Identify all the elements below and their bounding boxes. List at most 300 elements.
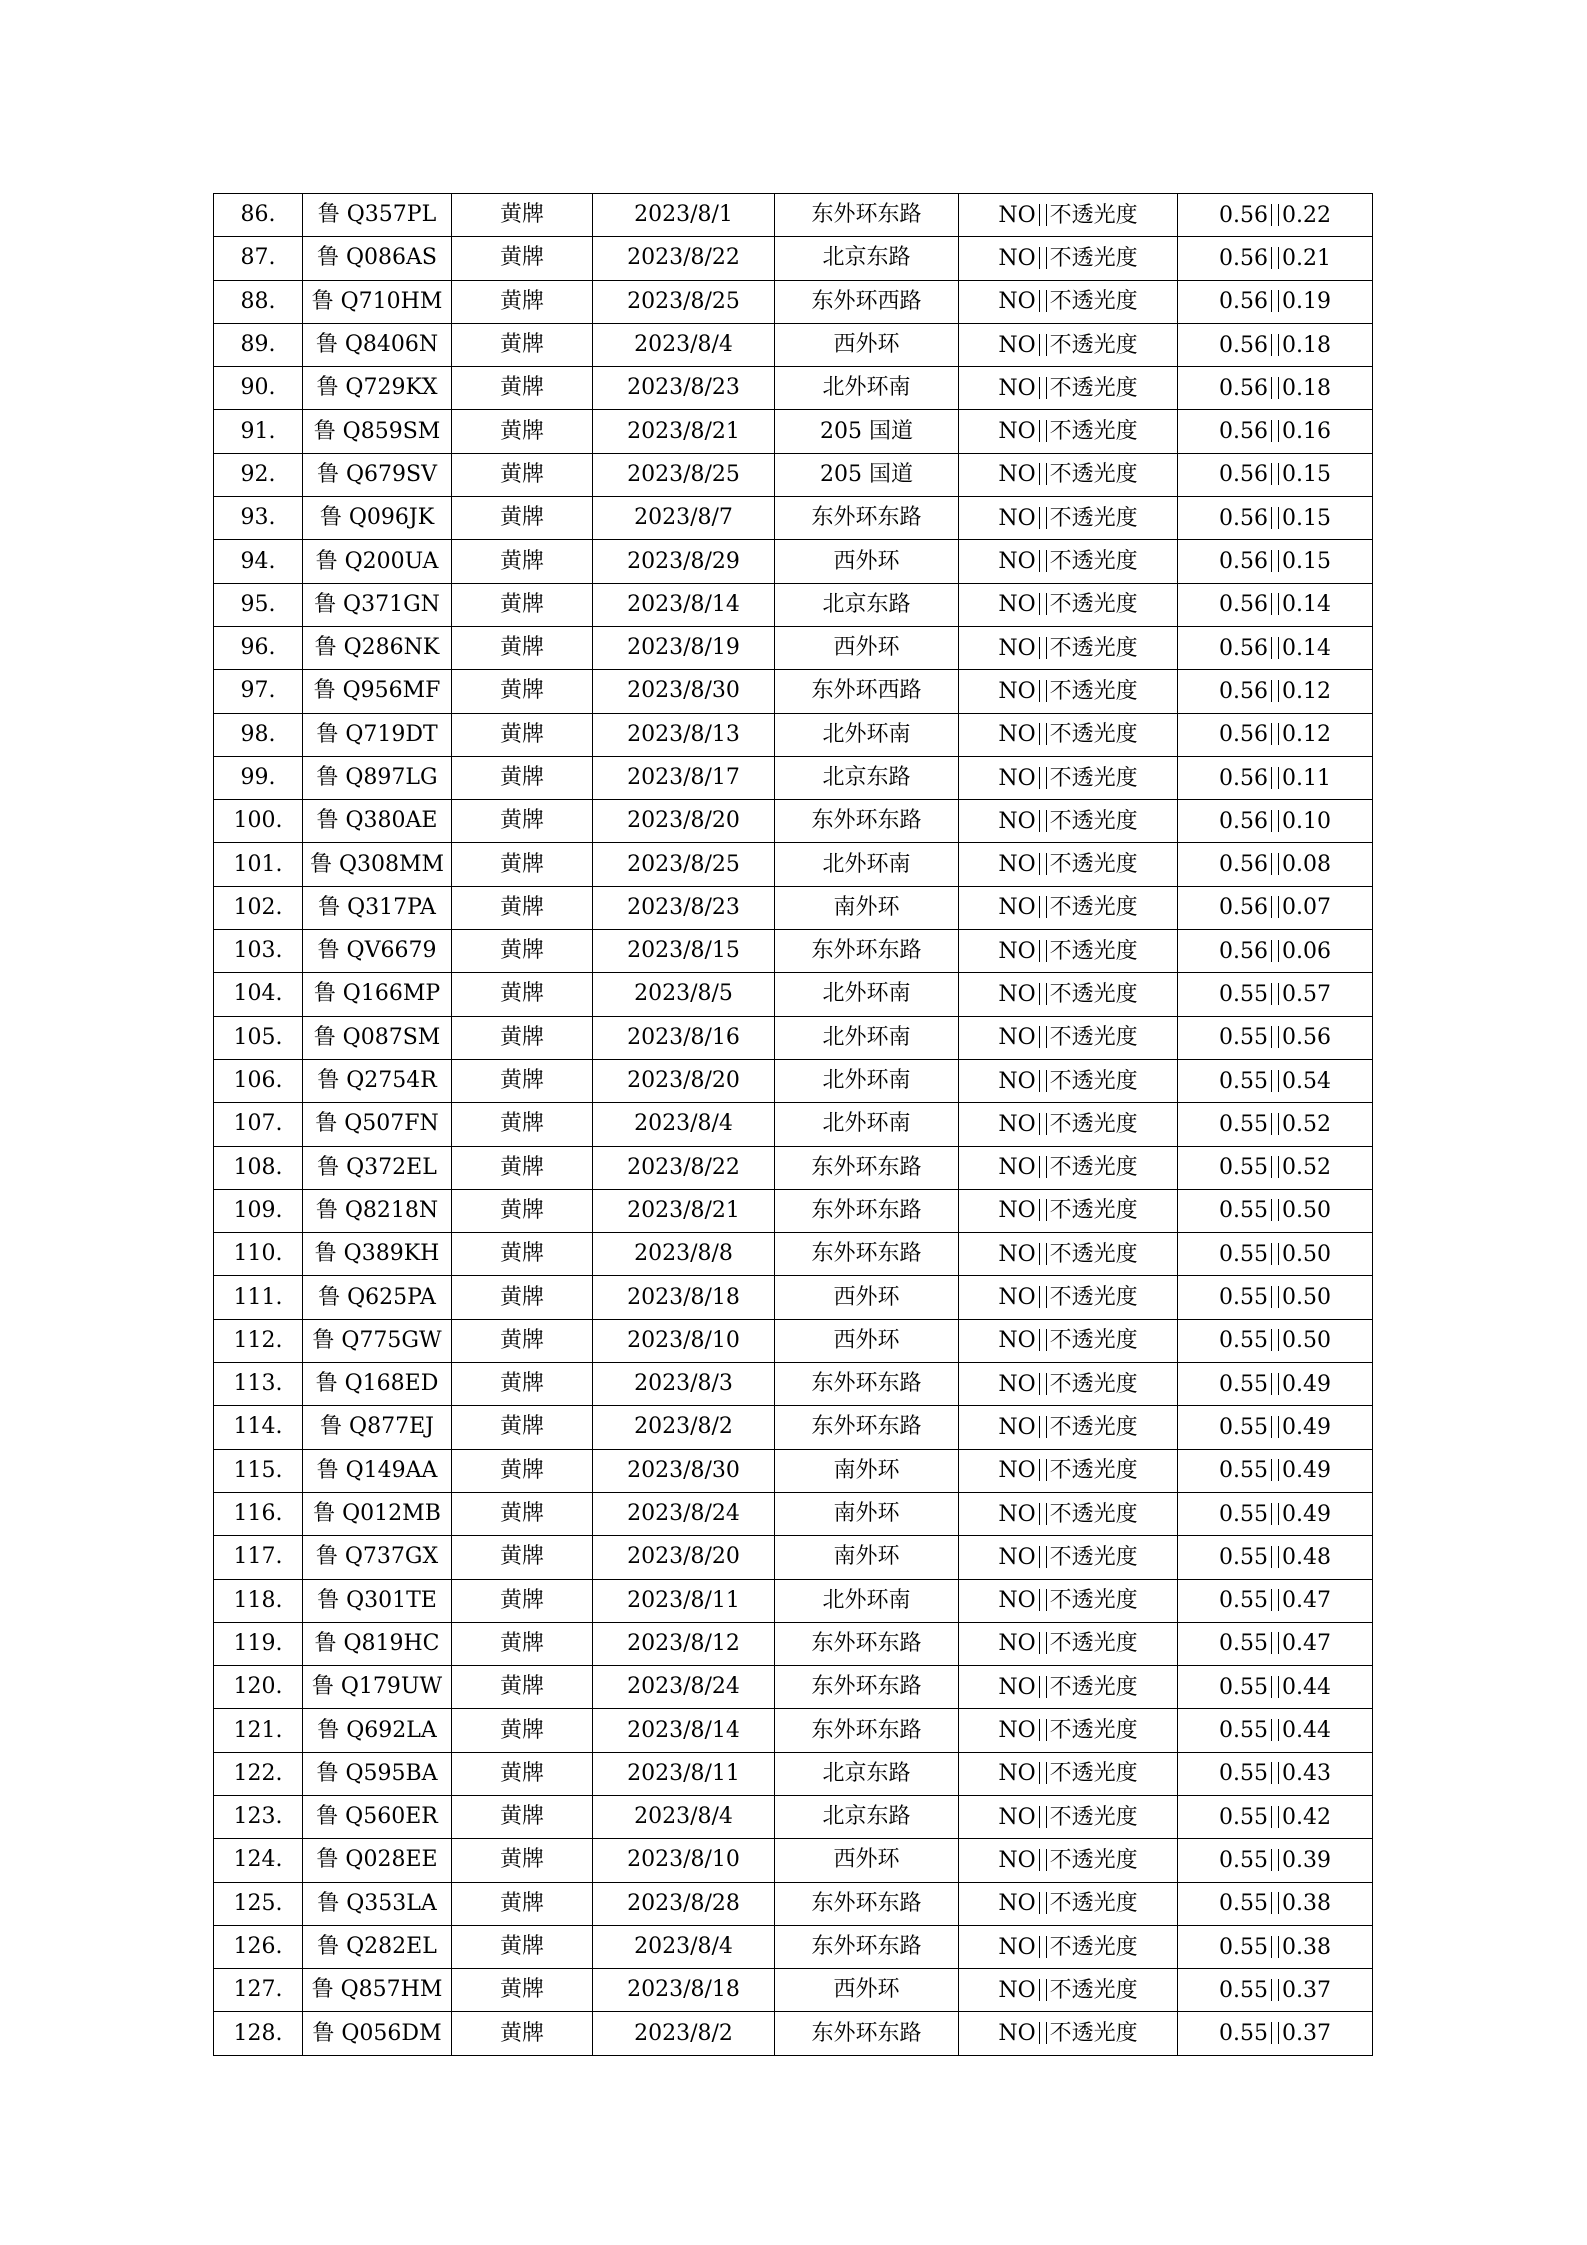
separator — [1046, 204, 1047, 226]
result-code: NO — [998, 678, 1036, 704]
result-code: NO — [998, 1285, 1036, 1311]
detection-date: 2023/8/10 — [593, 1839, 775, 1882]
separator — [1039, 680, 1040, 702]
table-row — [214, 323, 1373, 366]
separator — [1271, 983, 1272, 1005]
plate-number: 鲁 Q286NK — [303, 626, 452, 669]
separator — [1046, 1806, 1047, 1828]
detection-date: 2023/8/20 — [593, 800, 775, 843]
separator — [1271, 1113, 1272, 1135]
row-index: 99. — [214, 756, 303, 799]
plate-color: 黄牌 — [452, 1795, 593, 1838]
test-item: 不透光度 — [1049, 808, 1138, 834]
table-row — [214, 626, 1373, 669]
separator — [1046, 1243, 1047, 1265]
plate-number: 鲁 Q897LG — [303, 756, 452, 799]
road-name: 西外环 — [775, 323, 959, 366]
table-row — [214, 1536, 1373, 1579]
detection-date: 2023/8/25 — [593, 843, 775, 886]
separator — [1278, 896, 1279, 918]
measured-value: 0.37 — [1282, 2021, 1331, 2047]
separator — [1039, 1632, 1040, 1654]
values-cell — [1178, 1492, 1373, 1535]
plate-number: 鲁 Q389KH — [303, 1233, 452, 1276]
separator — [1039, 593, 1040, 615]
result-cell — [959, 453, 1178, 496]
result-cell — [959, 583, 1178, 626]
limit-value: 0.55 — [1219, 1198, 1268, 1224]
road-name: 北外环南 — [775, 973, 959, 1016]
table-row — [214, 1103, 1373, 1146]
measured-value: 0.12 — [1282, 678, 1331, 704]
separator — [1039, 1762, 1040, 1784]
separator — [1046, 2022, 1047, 2044]
limit-value: 0.56 — [1219, 635, 1268, 661]
road-name: 东外环东路 — [775, 1882, 959, 1925]
plate-number: 鲁 Q857HM — [303, 1969, 452, 2012]
separator — [1271, 1719, 1272, 1741]
separator — [1039, 507, 1040, 529]
limit-value: 0.55 — [1219, 1761, 1268, 1787]
limit-value: 0.55 — [1219, 1111, 1268, 1137]
detection-date: 2023/8/30 — [593, 1449, 775, 1492]
plate-color: 黄牌 — [452, 1752, 593, 1795]
separator — [1039, 1849, 1040, 1871]
separator — [1039, 1806, 1040, 1828]
row-index: 102. — [214, 886, 303, 929]
separator — [1046, 1113, 1047, 1135]
plate-color: 黄牌 — [452, 1492, 593, 1535]
separator — [1039, 1243, 1040, 1265]
plate-number: 鲁 Q8218N — [303, 1189, 452, 1232]
test-item: 不透光度 — [1049, 1198, 1138, 1224]
limit-value: 0.55 — [1219, 1891, 1268, 1917]
road-name: 东外环东路 — [775, 1666, 959, 1709]
test-item: 不透光度 — [1049, 332, 1138, 358]
values-cell — [1178, 1839, 1373, 1882]
separator — [1271, 1503, 1272, 1525]
row-index: 119. — [214, 1622, 303, 1665]
separator — [1271, 680, 1272, 702]
table-row — [214, 843, 1373, 886]
result-code: NO — [998, 808, 1036, 834]
row-index: 95. — [214, 583, 303, 626]
result-cell — [959, 1969, 1178, 2012]
detection-date: 2023/8/21 — [593, 1189, 775, 1232]
result-cell — [959, 540, 1178, 583]
limit-value: 0.55 — [1219, 1155, 1268, 1181]
measured-value: 0.14 — [1282, 592, 1331, 618]
result-cell — [959, 2012, 1178, 2055]
separator — [1046, 550, 1047, 572]
result-code: NO — [998, 549, 1036, 575]
measured-value: 0.49 — [1282, 1414, 1331, 1440]
test-item: 不透光度 — [1049, 722, 1138, 748]
limit-value: 0.55 — [1219, 1631, 1268, 1657]
test-item: 不透光度 — [1049, 289, 1138, 315]
separator — [1039, 1199, 1040, 1221]
result-code: NO — [998, 1068, 1036, 1094]
values-cell — [1178, 1709, 1373, 1752]
measured-value: 0.18 — [1282, 375, 1331, 401]
detection-date: 2023/8/1 — [593, 194, 775, 237]
result-code: NO — [998, 1588, 1036, 1614]
test-item: 不透光度 — [1049, 1977, 1138, 2003]
separator — [1278, 377, 1279, 399]
values-cell — [1178, 1059, 1373, 1102]
table-row — [214, 1319, 1373, 1362]
result-code: NO — [998, 635, 1036, 661]
table-row — [214, 410, 1373, 453]
separator — [1039, 1546, 1040, 1568]
measured-value: 0.12 — [1282, 722, 1331, 748]
limit-value: 0.56 — [1219, 462, 1268, 488]
separator — [1039, 204, 1040, 226]
plate-color: 黄牌 — [452, 237, 593, 280]
separator — [1046, 853, 1047, 875]
result-code: NO — [998, 1631, 1036, 1657]
measured-value: 0.10 — [1282, 808, 1331, 834]
separator — [1039, 1156, 1040, 1178]
values-cell — [1178, 1016, 1373, 1059]
separator — [1039, 983, 1040, 1005]
row-index: 109. — [214, 1189, 303, 1232]
separator — [1039, 810, 1040, 832]
plate-color: 黄牌 — [452, 367, 593, 410]
separator — [1039, 1503, 1040, 1525]
result-cell — [959, 237, 1178, 280]
limit-value: 0.55 — [1219, 1414, 1268, 1440]
separator — [1039, 377, 1040, 399]
detection-date: 2023/8/24 — [593, 1492, 775, 1535]
separator — [1046, 1589, 1047, 1611]
measured-value: 0.50 — [1282, 1198, 1331, 1224]
separator — [1039, 247, 1040, 269]
values-cell — [1178, 1276, 1373, 1319]
measured-value: 0.21 — [1282, 245, 1331, 271]
road-name: 东外环东路 — [775, 1622, 959, 1665]
separator — [1039, 1589, 1040, 1611]
separator — [1271, 1676, 1272, 1698]
separator — [1046, 247, 1047, 269]
limit-value: 0.55 — [1219, 981, 1268, 1007]
limit-value: 0.55 — [1219, 1718, 1268, 1744]
plate-number: 鲁 Q282EL — [303, 1925, 452, 1968]
table-row — [214, 1969, 1373, 2012]
separator — [1271, 1806, 1272, 1828]
plate-color: 黄牌 — [452, 497, 593, 540]
road-name: 205 国道 — [775, 410, 959, 453]
result-code: NO — [998, 1458, 1036, 1484]
plate-number: 鲁 Q200UA — [303, 540, 452, 583]
plate-color: 黄牌 — [452, 1449, 593, 1492]
limit-value: 0.55 — [1219, 1025, 1268, 1051]
separator — [1046, 1676, 1047, 1698]
limit-value: 0.55 — [1219, 1458, 1268, 1484]
separator — [1046, 1026, 1047, 1048]
values-cell — [1178, 713, 1373, 756]
plate-color: 黄牌 — [452, 1016, 593, 1059]
separator — [1046, 1546, 1047, 1568]
measured-value: 0.52 — [1282, 1155, 1331, 1181]
separator — [1039, 637, 1040, 659]
table-row — [214, 2012, 1373, 2055]
measured-value: 0.54 — [1282, 1068, 1331, 1094]
road-name: 南外环 — [775, 886, 959, 929]
values-cell — [1178, 756, 1373, 799]
measured-value: 0.50 — [1282, 1241, 1331, 1267]
separator — [1278, 1113, 1279, 1135]
separator — [1046, 1719, 1047, 1741]
separator — [1278, 1156, 1279, 1178]
result-code: NO — [998, 1501, 1036, 1527]
plate-color: 黄牌 — [452, 540, 593, 583]
values-cell — [1178, 1579, 1373, 1622]
test-item: 不透光度 — [1049, 1718, 1138, 1744]
measured-value: 0.42 — [1282, 1804, 1331, 1830]
road-name: 东外环东路 — [775, 1363, 959, 1406]
table-row — [214, 1016, 1373, 1059]
separator — [1046, 1199, 1047, 1221]
result-cell — [959, 1059, 1178, 1102]
table-row — [214, 1882, 1373, 1925]
separator — [1046, 1936, 1047, 1958]
separator — [1039, 1286, 1040, 1308]
values-cell — [1178, 410, 1373, 453]
result-cell — [959, 1882, 1178, 1925]
values-cell — [1178, 1103, 1373, 1146]
table-row — [214, 1795, 1373, 1838]
row-index: 111. — [214, 1276, 303, 1319]
road-name: 南外环 — [775, 1492, 959, 1535]
road-name: 北京东路 — [775, 237, 959, 280]
plate-number: 鲁 Q371GN — [303, 583, 452, 626]
separator — [1278, 550, 1279, 572]
row-index: 106. — [214, 1059, 303, 1102]
separator — [1271, 723, 1272, 745]
test-item: 不透光度 — [1049, 1414, 1138, 1440]
table-row — [214, 237, 1373, 280]
result-cell — [959, 626, 1178, 669]
plate-number: 鲁 Q719DT — [303, 713, 452, 756]
separator — [1046, 334, 1047, 356]
table-row — [214, 280, 1373, 323]
separator — [1278, 1632, 1279, 1654]
detection-date: 2023/8/20 — [593, 1536, 775, 1579]
test-item: 不透光度 — [1049, 1025, 1138, 1051]
plate-number: 鲁 QV6679 — [303, 930, 452, 973]
records-table-body — [214, 194, 1373, 2056]
separator — [1271, 1373, 1272, 1395]
table-row — [214, 1839, 1373, 1882]
values-cell — [1178, 973, 1373, 1016]
limit-value: 0.56 — [1219, 895, 1268, 921]
road-name: 南外环 — [775, 1536, 959, 1579]
separator — [1271, 247, 1272, 269]
row-index: 92. — [214, 453, 303, 496]
separator — [1039, 550, 1040, 572]
measured-value: 0.38 — [1282, 1934, 1331, 1960]
separator — [1046, 1503, 1047, 1525]
plate-color: 黄牌 — [452, 886, 593, 929]
test-item: 不透光度 — [1049, 592, 1138, 618]
separator — [1039, 1979, 1040, 2001]
road-name: 南外环 — [775, 1449, 959, 1492]
separator — [1046, 1286, 1047, 1308]
measured-value: 0.44 — [1282, 1674, 1331, 1700]
table-row — [214, 1666, 1373, 1709]
result-cell — [959, 800, 1178, 843]
limit-value: 0.55 — [1219, 1371, 1268, 1397]
result-cell — [959, 1276, 1178, 1319]
separator — [1271, 507, 1272, 529]
separator — [1046, 637, 1047, 659]
detection-date: 2023/8/23 — [593, 367, 775, 410]
plate-number: 鲁 Q692LA — [303, 1709, 452, 1752]
separator — [1278, 1719, 1279, 1741]
plate-number: 鲁 Q710HM — [303, 280, 452, 323]
plate-color: 黄牌 — [452, 1622, 593, 1665]
plate-color: 黄牌 — [452, 843, 593, 886]
plate-color: 黄牌 — [452, 713, 593, 756]
result-code: NO — [998, 202, 1036, 228]
row-index: 96. — [214, 626, 303, 669]
plate-number: 鲁 Q012MB — [303, 1492, 452, 1535]
separator — [1278, 1589, 1279, 1611]
separator — [1278, 1546, 1279, 1568]
separator — [1046, 1892, 1047, 1914]
separator — [1278, 420, 1279, 442]
detection-date: 2023/8/4 — [593, 1925, 775, 1968]
plate-number: 鲁 Q353LA — [303, 1882, 452, 1925]
plate-number: 鲁 Q166MP — [303, 973, 452, 1016]
separator — [1271, 810, 1272, 832]
result-code: NO — [998, 1718, 1036, 1744]
separator — [1278, 1849, 1279, 1871]
result-code: NO — [998, 505, 1036, 531]
road-name: 西外环 — [775, 1276, 959, 1319]
row-index: 128. — [214, 2012, 303, 2055]
limit-value: 0.56 — [1219, 938, 1268, 964]
measured-value: 0.52 — [1282, 1111, 1331, 1137]
result-code: NO — [998, 852, 1036, 878]
road-name: 西外环 — [775, 540, 959, 583]
result-cell — [959, 280, 1178, 323]
measured-value: 0.38 — [1282, 1891, 1331, 1917]
result-code: NO — [998, 1934, 1036, 1960]
separator — [1039, 1676, 1040, 1698]
detection-date: 2023/8/28 — [593, 1882, 775, 1925]
measured-value: 0.15 — [1282, 462, 1331, 488]
road-name: 北外环南 — [775, 1579, 959, 1622]
detection-date: 2023/8/14 — [593, 1709, 775, 1752]
plate-color: 黄牌 — [452, 583, 593, 626]
table-row — [214, 1233, 1373, 1276]
plate-number: 鲁 Q737GX — [303, 1536, 452, 1579]
separator — [1278, 1199, 1279, 1221]
values-cell — [1178, 583, 1373, 626]
road-name: 北京东路 — [775, 1752, 959, 1795]
road-name: 东外环东路 — [775, 1189, 959, 1232]
separator — [1278, 1329, 1279, 1351]
measured-value: 0.11 — [1282, 765, 1331, 791]
table-row — [214, 1709, 1373, 1752]
separator — [1271, 1156, 1272, 1178]
road-name: 西外环 — [775, 626, 959, 669]
separator — [1278, 593, 1279, 615]
separator — [1278, 1416, 1279, 1438]
separator — [1046, 680, 1047, 702]
test-item: 不透光度 — [1049, 938, 1138, 964]
separator — [1046, 507, 1047, 529]
detection-date: 2023/8/23 — [593, 886, 775, 929]
separator — [1278, 940, 1279, 962]
limit-value: 0.55 — [1219, 1847, 1268, 1873]
table-row — [214, 973, 1373, 1016]
row-index: 103. — [214, 930, 303, 973]
road-name: 东外环东路 — [775, 497, 959, 540]
separator — [1046, 1373, 1047, 1395]
separator — [1278, 1026, 1279, 1048]
detection-date: 2023/8/20 — [593, 1059, 775, 1102]
separator — [1278, 204, 1279, 226]
result-cell — [959, 1016, 1178, 1059]
separator — [1271, 1979, 1272, 2001]
limit-value: 0.56 — [1219, 245, 1268, 271]
row-index: 100. — [214, 800, 303, 843]
result-cell — [959, 1839, 1178, 1882]
values-cell — [1178, 626, 1373, 669]
plate-number: 鲁 Q301TE — [303, 1579, 452, 1622]
separator — [1039, 1373, 1040, 1395]
separator — [1271, 940, 1272, 962]
row-index: 107. — [214, 1103, 303, 1146]
values-cell — [1178, 1622, 1373, 1665]
measured-value: 0.50 — [1282, 1328, 1331, 1354]
measured-value: 0.48 — [1282, 1544, 1331, 1570]
detection-date: 2023/8/11 — [593, 1752, 775, 1795]
result-cell — [959, 1666, 1178, 1709]
detection-date: 2023/8/3 — [593, 1363, 775, 1406]
separator — [1039, 334, 1040, 356]
road-name: 北京东路 — [775, 1795, 959, 1838]
separator — [1271, 1416, 1272, 1438]
result-cell — [959, 1622, 1178, 1665]
table-row — [214, 1363, 1373, 1406]
result-cell — [959, 670, 1178, 713]
test-item: 不透光度 — [1049, 765, 1138, 791]
result-code: NO — [998, 1371, 1036, 1397]
separator — [1278, 1503, 1279, 1525]
values-cell — [1178, 670, 1373, 713]
plate-number: 鲁 Q2754R — [303, 1059, 452, 1102]
plate-color: 黄牌 — [452, 453, 593, 496]
separator — [1271, 1849, 1272, 1871]
plate-number: 鲁 Q859SM — [303, 410, 452, 453]
detection-date: 2023/8/11 — [593, 1579, 775, 1622]
plate-number: 鲁 Q380AE — [303, 800, 452, 843]
row-index: 88. — [214, 280, 303, 323]
plate-color: 黄牌 — [452, 756, 593, 799]
plate-number: 鲁 Q086AS — [303, 237, 452, 280]
separator — [1046, 810, 1047, 832]
separator — [1271, 463, 1272, 485]
separator — [1039, 1070, 1040, 1092]
separator — [1046, 983, 1047, 1005]
values-cell — [1178, 1189, 1373, 1232]
plate-number: 鲁 Q729KX — [303, 367, 452, 410]
test-item: 不透光度 — [1049, 419, 1138, 445]
